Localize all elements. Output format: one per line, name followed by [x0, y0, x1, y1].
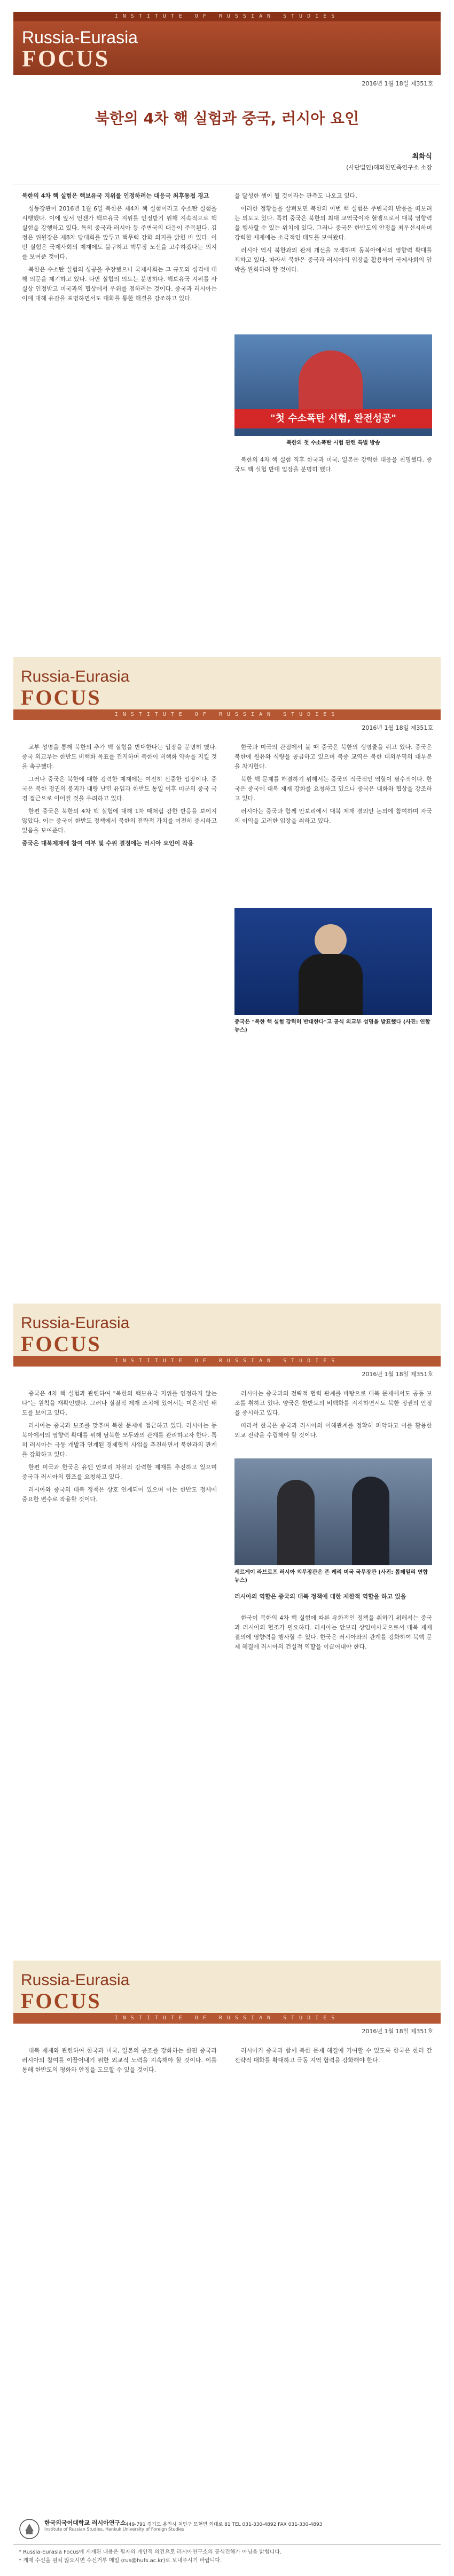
paragraph: 러시아는 중국과 보조를 맞추며 북한 문제에 접근하고 있다. 러시아는 동북아에서의 영향력 확대를 위해 남북한 모두와의 관계를 관리하고자 한다. 특히 러시아는 극동 개발과 연계된 경제협력 사업을 추진하면서 북한과의 관계를 강화하고 있다. — [22, 1422, 217, 1458]
issue-date: 2016년 1월 18일 제351호 — [362, 2028, 433, 2035]
brand-focus: FOCUS — [21, 1989, 101, 2013]
paragraph: 북한의 4차 핵 실험 직후 한국과 미국, 일본은 강력한 대응을 천명했다. 중국도 핵 실험 반대 입장을 분명히 했다. — [234, 456, 432, 473]
footer-notes — [19, 2548, 430, 2565]
address: 449-791 경기도 용인시 처인구 모현면 외대로 81 TEL 031-330-4892 FAX 031-330-4893 — [126, 2522, 323, 2527]
column-left — [22, 743, 217, 852]
photo-banner: "첫 수소폭탄 시험, 완전성공" — [234, 409, 432, 428]
column-right — [234, 191, 432, 278]
photo-caption: 세르게이 라브로프 러시아 외무장관은 존 케리 미국 국무장관 (사진: 톱데일리 연합뉴스) — [234, 1570, 428, 1583]
photo-caption: 중국은 "북한 핵 실험 강력히 반대한다"고 공식 외교부 성명을 발표했다 (사진: 연합뉴스) — [234, 1019, 430, 1033]
paragraph: 러시아는 중국과 함께 안보리에서 대북 제재 결의안 논의에 참여하며 자국의 이익을 고려한 입장을 취하고 있다. — [234, 808, 432, 824]
issue-date: 2016년 1월 18일 제351호 — [362, 1371, 433, 1378]
paragraph: 북한 핵 문제를 해결하기 위해서는 중국의 적극적인 역할이 필수적이다. 한국은 중국에 대북 제재 강화를 요청하고 있으나 중국은 대화와 협상을 강조하고 있다. — [234, 776, 432, 802]
paragraph: 러시아가 중국과 함께 북한 문제 해결에 기여할 수 있도록 한국은 한러 간 전략적 대화를 확대하고 극동 지역 협력을 강화해야 한다. — [234, 2047, 432, 2064]
issue-date: 2016년 1월 18일 제351호 — [362, 724, 433, 731]
header-banner — [13, 12, 441, 75]
column-left — [22, 191, 217, 307]
subheading: 러시아의 역할은 중국의 대북 정책에 대한 제한적 역할을 하고 있을 — [234, 1593, 406, 1600]
paragraph: 한편 미국과 한국은 유엔 안보리 차원의 강력한 제재를 추진하고 있으며 중국과 러시아의 협조를 요청하고 있다. — [22, 1464, 217, 1480]
disclaimer: * Russia-Eurasia Focus에 게재된 내용은 필자의 개인적 의견으로 러시아연구소의 공식견해가 아님을 밝힙니다. — [19, 2549, 282, 2555]
paragraph: 북한의 4차 핵 실험은 핵보유국 지위를 인정하려는 대응국 최후통첩 경고 — [22, 192, 209, 199]
press-photo — [234, 908, 432, 1015]
paragraph: 교부 성명을 통해 북한의 추가 핵 실험을 반대한다는 입장을 분명히 했다. 중국 외교부는 한반도 비핵화 목표를 견지하며 북한이 비핵화 약속을 지킬 것을 촉구했다. — [22, 744, 217, 770]
institute-strip: INSTITUTE OF RUSSIAN STUDIES — [13, 2013, 441, 2024]
paragraph: 한편 중국은 북한의 4차 핵 실험에 대해 1차 때처럼 강한 반응을 보이지 않았다. 이는 중국이 한반도 정책에서 북한의 전략적 가치를 여전히 중시하고 있음을 보여준다. — [22, 808, 217, 834]
author-affiliation: (사단법인)해외한민족연구소 소장 — [346, 164, 432, 171]
person-left — [277, 1480, 315, 1565]
subheading: 중국은 대북제재에 참여 여부 및 수위 결정에는 러시아 요인이 작용 — [22, 840, 194, 847]
brand-focus: FOCUS — [21, 1332, 101, 1356]
author-block — [346, 152, 432, 173]
column-right-cont — [234, 1613, 432, 1655]
diplomats-photo — [234, 1458, 432, 1565]
institute-strip: INSTITUTE OF RUSSIAN STUDIES — [13, 709, 441, 720]
page-2 — [13, 657, 441, 1261]
column-left — [22, 2046, 217, 2078]
org-name-en: Institute of Russian Studies, Hankuk University of Foreign Studies — [44, 2527, 184, 2532]
issue-date: 2016년 1월 18일 제351호 — [362, 80, 433, 87]
page-4 — [13, 1961, 441, 2495]
author-name: 최화식 — [412, 153, 432, 161]
column-left — [22, 1389, 217, 1508]
paragraph: 따라서 한국은 중국과 러시아의 이해관계를 정확히 파악하고 이를 활용한 외교 전략을 수립해야 할 것이다. — [234, 1422, 432, 1439]
brand-russia-eurasia: Russia-Eurasia — [22, 28, 138, 47]
page-1 — [13, 12, 441, 621]
header-banner — [13, 1961, 441, 2035]
column-right — [234, 743, 432, 829]
paragraph: 중국은 4차 핵 실험과 관련하여 "북한의 핵보유국 지위를 인정하지 않는다"는 원칙을 재확인했다. 그러나 실질적 제재 조치에 있어서는 미온적인 태도를 보이고 있다. — [22, 1390, 217, 1416]
brand-focus: FOCUS — [22, 45, 110, 72]
speaker-figure — [315, 924, 347, 956]
paragraph: 러시아 역시 북한과의 관계 개선을 모색하며 동북아에서의 영향력 확대를 꾀하고 있다. 따라서 북한은 중국과 러시아의 입장을 활용하여 국제사회의 압박을 완화하려 할 것이다. — [234, 247, 432, 273]
org-name: 한국외국어대학교 러시아연구소 — [44, 2519, 126, 2526]
photo-caption: 북한의 첫 수소폭탄 시험 관련 특별 방송 — [286, 440, 380, 446]
paragraph: 러시아와 중국의 대북 정책은 상호 연계되어 있으며 이는 한반도 정세에 중요한 변수로 작용할 것이다. — [22, 1486, 217, 1503]
paragraph: 러시아는 중국과의 전략적 협력 관계를 바탕으로 대북 문제에서도 공동 보조를 취하고 있다. 양국은 한반도의 비핵화를 지지하면서도 북한 정권의 안정을 중시하고 있다. — [234, 1390, 432, 1416]
article-title: 북한의 4차 핵 실험과 중국, 러시아 요인 — [95, 110, 359, 127]
institute-strip: INSTITUTE OF RUSSIAN STUDIES — [13, 12, 441, 21]
paragraph: 성동장관이 2016년 1월 6일 북한은 제4차 핵 실험이라고 수소탄 실험을 시행했다. 이에 앞서 언젠가 핵보유국 지위를 인정받기 위해 지속적으로 핵 실험을 강행하고 있다. 특히 중국과 러시아 등 주변국의 대응이 주목된다. 김정은 위원장은 제8차 당대회를 앞두고 핵무력 강화 의지를 밝힌 바 있다. 이번 실험은 국제사회의 제재에도 불구하고 핵무장 노선을 고수하겠다는 의지를 보여준 것이다. — [22, 205, 217, 260]
institute-strip: INSTITUTE OF RUSSIAN STUDIES — [13, 1356, 441, 1367]
header-banner — [13, 657, 441, 731]
footer — [13, 2505, 441, 2576]
paragraph: 그러나 중국은 북한에 대한 강력한 제재에는 여전히 신중한 입장이다. 중국은 북한 정권의 붕괴가 대량 난민 유입과 한반도 통일 이후 미군의 중국 국경 접근으로 이어질 것을 우려하고 있다. — [22, 776, 217, 802]
brand-russia-eurasia: Russia-Eurasia — [21, 1971, 130, 1989]
paragraph: 한국과 미국의 관점에서 볼 때 중국은 북한의 생명줄을 쥐고 있다. 중국은 북한에 원유와 식량을 공급하고 있으며 북중 교역은 북한 대외무역의 대부분을 차지한다. — [234, 744, 432, 770]
news-photo — [234, 334, 432, 436]
header-banner — [13, 1303, 441, 1378]
column-right — [234, 1389, 432, 1443]
paragraph: 이러한 정황들을 살펴보면 북한의 이번 핵 실험은 주변국의 반응을 떠보려는 의도도 있다. 특히 중국은 북한의 최대 교역국이자 혈맹으로서 대북 영향력을 행사할 수 있는 위치에 있다. 그러나 중국은 한반도의 안정을 최우선시하며 강력한 제재에는 소극적인 태도를 보여왔다. — [234, 205, 432, 241]
paragraph: 대북 제재와 관련하여 한국과 미국, 일본의 공조를 강화하는 한편 중국과 러시아의 참여를 이끌어내기 위한 외교적 노력을 지속해야 할 것이다. 이를 통해 한반도의 평화와 안정을 도모할 수 있을 것이다. — [22, 2047, 217, 2073]
institute-logo-icon — [19, 2518, 40, 2540]
column-right — [234, 2046, 432, 2068]
brand-russia-eurasia: Russia-Eurasia — [21, 668, 130, 685]
paragraph: 한국이 북한의 4차 핵 실험에 따른 유화적인 정책을 취하기 위해서는 중국과 러시아의 협조가 필요하다. 러시아는 안보리 상임이사국으로서 대북 제재 결의에 영향력을 행사할 수 있다. 한국은 러시아와의 관계를 강화하여 북핵 문제 해결에 러시아의 건설적 역할을 이끌어내야 한다. — [234, 1614, 432, 1650]
paragraph: 을 달성한 셈이 될 것이라는 관측도 나오고 있다. — [234, 192, 357, 199]
brand-focus: FOCUS — [21, 685, 101, 709]
paragraph: 북한은 수소탄 실험의 성공을 주장했으나 국제사회는 그 규모와 성격에 대해 의문을 제기하고 있다. 다만 실험의 의도는 분명하다. 핵보유국 지위를 사실상 인정받고 미국과의 협상에서 우위를 점하려는 것이다. 중국과 러시아는 이에 대해 유감을 표명하면서도 대화를 통한 해결을 강조하고 있다. — [22, 266, 217, 302]
unsubscribe-note: * 게재 수신을 원치 않으시면 수신거부 메일 (rus@hufs.ac.kr)로 보내주시기 바랍니다. — [19, 2558, 222, 2564]
brand-russia-eurasia: Russia-Eurasia — [21, 1314, 130, 1332]
person-right — [352, 1477, 389, 1565]
page-3 — [13, 1303, 441, 1918]
column-right-cont — [234, 455, 432, 478]
